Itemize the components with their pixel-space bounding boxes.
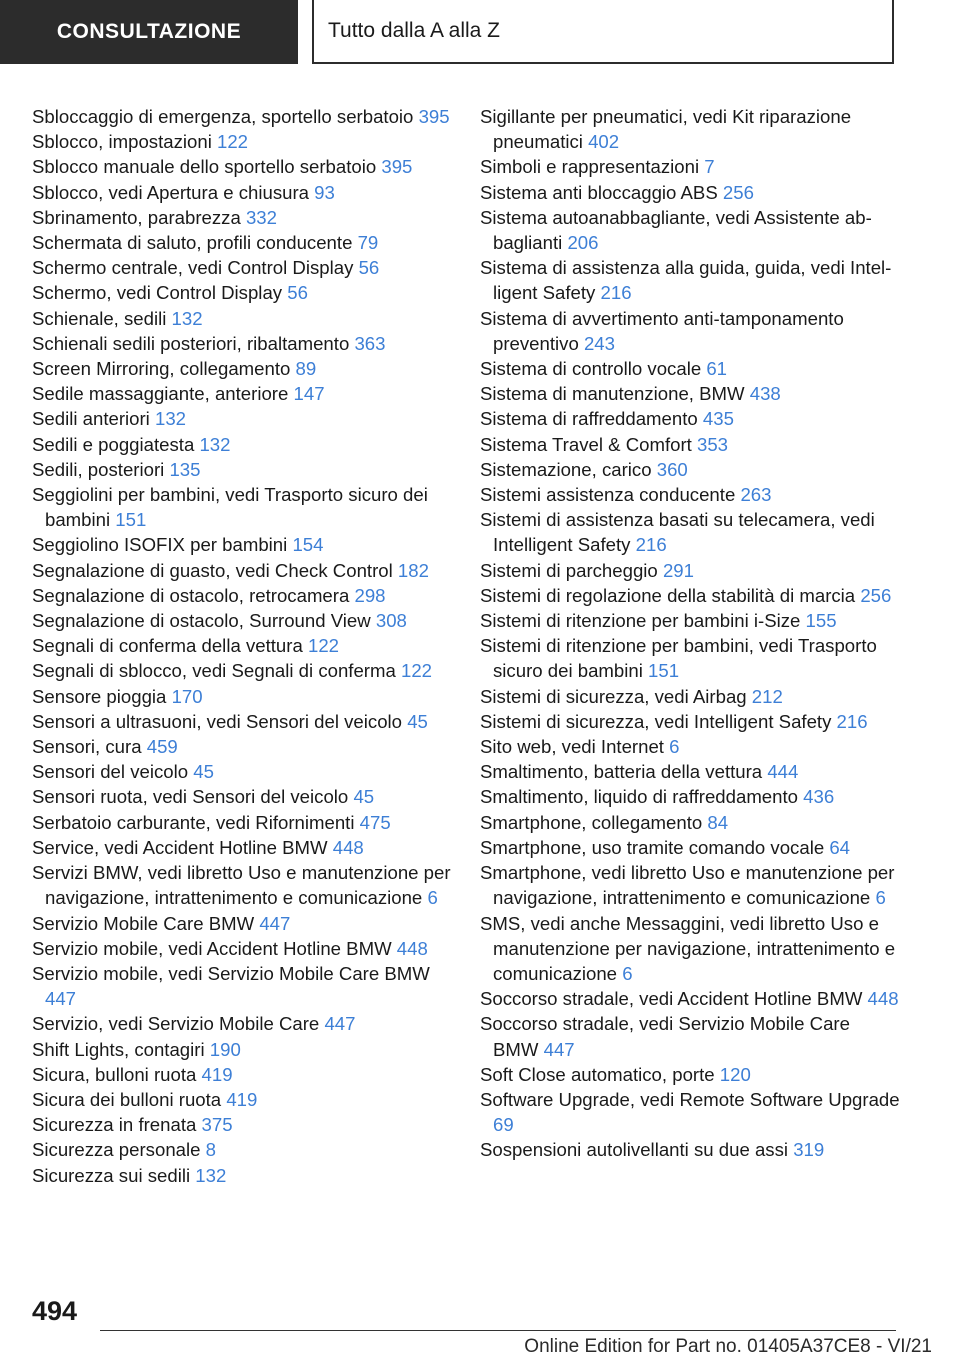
index-entry-text: Sigillante per pneumatici, vedi Kit riparazione pneumatici <box>480 106 852 153</box>
index-entry-page-link[interactable]: 216 <box>836 710 868 732</box>
index-entry-text: Sedili, posteriori <box>32 458 165 480</box>
index-entry-page-link[interactable]: 170 <box>171 685 203 707</box>
index-entry-text: Simboli e rappresentazioni <box>480 156 700 178</box>
index-entry-text: Sedili anteriori <box>32 408 150 430</box>
index-entry <box>480 810 900 835</box>
index-entry-page-link[interactable]: 459 <box>146 736 178 758</box>
index-entry-page-link[interactable]: 444 <box>767 761 799 783</box>
index-entry <box>32 129 452 154</box>
index-entry-text: Sistema di controllo vocale <box>480 358 702 380</box>
index-entry-page-link[interactable]: 155 <box>805 610 837 632</box>
index-entry-page-link[interactable]: 151 <box>648 660 680 682</box>
index-entry <box>480 759 900 784</box>
index-entry-page-link[interactable]: 89 <box>295 358 317 380</box>
index-entry-text: Soft Close automatico, porte <box>480 1063 715 1085</box>
index-entry-page-link[interactable]: 375 <box>201 1114 233 1136</box>
index-entry-text: Sensori ruota, vedi Sensori del veicolo <box>32 786 349 808</box>
index-entry <box>32 709 452 734</box>
index-entry <box>480 709 900 734</box>
index-entry <box>480 255 900 305</box>
index-entry-text: Soccorso stradale, vedi Accident Hotline BMW <box>480 988 863 1010</box>
index-entry <box>32 1163 452 1188</box>
index-entry <box>480 684 900 709</box>
index-entry <box>480 205 900 255</box>
index-entry <box>32 306 452 331</box>
index-entry-text: Seggiolino ISOFIX per bambini <box>32 534 288 556</box>
chapter-title: Tutto dalla A alla Z <box>312 0 894 64</box>
index-entry <box>480 432 900 457</box>
index-entry-text: Sito web, vedi Internet <box>480 736 664 758</box>
index-entry <box>480 1087 900 1137</box>
index-entry-page-link[interactable]: 448 <box>867 988 899 1010</box>
index-entry-text: Sistema anti bloccaggio ABS <box>480 181 718 203</box>
index-entry-page-link[interactable]: 6 <box>875 887 886 909</box>
index-entry-text: Sistemi di regolazione della stabilità di marcia <box>480 584 856 606</box>
index-entry-text: Sblocco, impostazioni <box>32 131 212 153</box>
index-entry <box>480 633 900 683</box>
page-number: 494 <box>32 1296 78 1326</box>
index-entry-page-link[interactable]: 84 <box>707 811 729 833</box>
index-entry-text: Sistema Travel & Comfort <box>480 433 692 455</box>
index-entry <box>32 835 452 860</box>
index-entry-page-link[interactable]: 448 <box>332 836 364 858</box>
index-entry <box>32 1137 452 1162</box>
index-entry-page-link[interactable]: 79 <box>357 232 379 254</box>
index-entry-page-link[interactable]: 190 <box>209 1038 241 1060</box>
index-entry <box>480 860 900 910</box>
index-entry-page-link[interactable]: 132 <box>171 307 203 329</box>
index-entry-text: Segnalazione di ostacolo, retrocamera <box>32 584 350 606</box>
index-entry <box>480 104 900 154</box>
index-entry <box>480 608 900 633</box>
index-entry-page-link[interactable]: 132 <box>195 1164 227 1186</box>
index-entry <box>480 986 900 1011</box>
index-entry <box>32 381 452 406</box>
index-entry-text: Smartphone, vedi libretto Uso e manutenzione per navigazione, intrattenimento e comunicazione <box>480 862 895 909</box>
index-entry <box>32 558 452 583</box>
index-entry-page-link[interactable]: 147 <box>293 383 325 405</box>
index-entry-page-link[interactable]: 135 <box>169 458 201 480</box>
index-entry-text: Sistema di manutenzione, BMW <box>480 383 745 405</box>
index-entry <box>32 961 452 1011</box>
index-entry-page-link[interactable]: 64 <box>829 836 851 858</box>
index-entry-page-link[interactable]: 298 <box>354 584 386 606</box>
index-entry-text: Sistema di raffreddamento <box>480 408 698 430</box>
index-entry-text: Smaltimento, liquido di raffreddamento <box>480 786 798 808</box>
index-entry <box>32 457 452 482</box>
index-entry-page-link[interactable]: 419 <box>201 1063 233 1085</box>
index-entry-text: Servizio mobile, vedi Accident Hotline BMW <box>32 937 392 959</box>
index-entry-text: Schienali sedili posteriori, ribaltamento <box>32 332 350 354</box>
index-entry-page-link[interactable]: 69 <box>493 1114 514 1136</box>
index-entry-text: Sistemi di sicurezza, vedi Airbag <box>480 685 747 707</box>
index-entry <box>480 784 900 809</box>
index-entry <box>32 331 452 356</box>
index-entry-text: Sistema di avvertimento anti-tamponamento preventivo <box>480 307 844 354</box>
index-entry-page-link[interactable]: 319 <box>793 1139 825 1161</box>
index-entry-text: Sensori a ultrasuoni, vedi Sensori del veicolo <box>32 710 403 732</box>
index-entry-text: Sicura dei bulloni ruota <box>32 1088 222 1110</box>
index-entry-text: Segnali di conferma della vettura <box>32 635 303 657</box>
index-entry-text: Sensori del veicolo <box>32 761 189 783</box>
index-entry-page-link[interactable]: 206 <box>567 232 599 254</box>
index-entry <box>32 608 452 633</box>
index-entry-page-link[interactable]: 45 <box>407 710 428 732</box>
index-entry-text: Segnalazione di ostacolo, Surround View <box>32 610 371 632</box>
index-entry <box>32 911 452 936</box>
index-entry-page-link[interactable]: 8 <box>205 1139 216 1161</box>
index-entry <box>480 558 900 583</box>
index-entry <box>32 734 452 759</box>
index-entry-page-link[interactable]: 56 <box>358 257 380 279</box>
index-entry-text: Sistemi di ritenzione per bambini, vedi Trasporto sicuro dei bambini <box>480 635 877 682</box>
index-entry <box>480 1062 900 1087</box>
index-entry-text: Sistemi di sicurezza, vedi Intelligent Safety <box>480 710 832 732</box>
index-entry <box>32 255 452 280</box>
index-entry <box>32 1011 452 1036</box>
index-entry-text: Schermo, vedi Control Display <box>32 282 283 304</box>
index-entry-text: Sistema di assistenza alla guida, guida, vedi Intelligent Safety <box>480 257 892 304</box>
index-entry <box>32 1087 452 1112</box>
index-entry-text: Sistemi di assistenza basati su telecamera, vedi Intelligent Safety <box>480 509 875 556</box>
index-entry-text: Schienale, sedili <box>32 307 167 329</box>
index-entry-page-link[interactable]: 61 <box>706 358 728 380</box>
index-entry-text: Sensore pioggia <box>32 685 167 707</box>
index-entry-page-link[interactable]: 395 <box>381 156 413 178</box>
index-entry <box>32 104 452 129</box>
index-entry-text: Smaltimento, batteria della vettura <box>480 761 763 783</box>
index-entry <box>480 356 900 381</box>
index-entry-text: Sedile massaggiante, anteriore <box>32 383 289 405</box>
index-entry-page-link[interactable]: 332 <box>245 206 277 228</box>
index-entry-text: Servizi BMW, vedi libretto Uso e manutenzione per navigazione, intrattenimento e comunicazione <box>32 862 451 909</box>
index-entry-page-link[interactable]: 216 <box>600 282 632 304</box>
index-entry <box>480 583 900 608</box>
index-entry <box>32 230 452 255</box>
index-entry-text: Shift Lights, contagiri <box>32 1038 205 1060</box>
index-entry <box>32 1112 452 1137</box>
index-entry-page-link[interactable]: 6 <box>427 887 438 909</box>
index-entry <box>32 784 452 809</box>
index-entry-text: Segnali di sblocco, vedi Segnali di conferma <box>32 660 396 682</box>
index-entry-text: Smartphone, collegamento <box>480 811 703 833</box>
index-entry <box>32 180 452 205</box>
index-entry-page-link[interactable]: 475 <box>359 811 391 833</box>
index-entry <box>32 583 452 608</box>
index-entry-page-link[interactable]: 360 <box>656 458 688 480</box>
index-entry-text: Schermo centrale, vedi Control Display <box>32 257 354 279</box>
index-entry <box>32 658 452 683</box>
index-entry <box>480 507 900 557</box>
index-entry-page-link[interactable]: 212 <box>751 685 783 707</box>
index-entry-text: Sicurezza in frenata <box>32 1114 197 1136</box>
index-entry-page-link[interactable]: 132 <box>155 408 187 430</box>
section-tab: CONSULTAZIONE <box>0 0 298 64</box>
index-column-right <box>480 104 900 1163</box>
index-entry <box>480 180 900 205</box>
index-entry <box>32 1062 452 1087</box>
index-entry-page-link[interactable]: 263 <box>740 484 772 506</box>
index-entry-text: Sblocco manuale dello sportello serbatoio <box>32 156 377 178</box>
index-entry-text: Service, vedi Accident Hotline BMW <box>32 836 328 858</box>
index-entry <box>480 306 900 356</box>
index-entry <box>32 280 452 305</box>
index-entry <box>480 406 900 431</box>
index-entry-page-link[interactable]: 363 <box>354 332 386 354</box>
index-entry <box>32 432 452 457</box>
index-entry-text: Sedili e poggiatesta <box>32 433 195 455</box>
index-entry-text: Servizio, vedi Servizio Mobile Care <box>32 1013 320 1035</box>
index-entry-text: Sbrinamento, parabrezza <box>32 206 241 228</box>
index-entry <box>480 1011 900 1061</box>
index-entry-page-link[interactable]: 216 <box>635 534 667 556</box>
index-entry-page-link[interactable]: 395 <box>418 106 450 127</box>
index-entry-page-link[interactable]: 436 <box>803 786 835 808</box>
index-entry <box>32 205 452 230</box>
index-entry-text: Sistemi assistenza conducente <box>480 484 736 506</box>
index-entry-text: SMS, vedi anche Messaggini, vedi libretto Uso e manutenzione per navigazione, intrattenimento e comunicazione <box>480 912 896 984</box>
index-entry-text: Servizio mobile, vedi Servizio Mobile Care BMW <box>32 962 430 984</box>
index-entry-page-link[interactable]: 447 <box>259 912 291 934</box>
index-entry-page-link[interactable]: 45 <box>193 761 214 783</box>
index-entry <box>480 1137 900 1162</box>
index-entry-page-link[interactable]: 122 <box>217 131 249 153</box>
index-entry <box>480 734 900 759</box>
index-entry-page-link[interactable]: 308 <box>375 610 407 632</box>
index-entry-text: Sistemazione, carico <box>480 458 652 480</box>
index-entry-text: Sbloccaggio di emergenza, sportello serbatoio <box>32 106 414 127</box>
index-entry-text: Sblocco, vedi Apertura e chiusura <box>32 181 309 203</box>
index-entry <box>480 154 900 179</box>
index-entry <box>32 482 452 532</box>
index-entry <box>480 482 900 507</box>
index-entry <box>32 684 452 709</box>
index-entry-text: Sicura, bulloni ruota <box>32 1063 197 1085</box>
index-entry-page-link[interactable]: 122 <box>307 635 340 657</box>
index-entry-text: Screen Mirroring, collegamento <box>32 358 291 380</box>
index-entry-page-link[interactable]: 438 <box>749 383 781 405</box>
index-entry <box>32 860 452 910</box>
index-entry-text: Seggiolini per bambini, vedi Trasporto sicuro dei bambini <box>32 484 428 531</box>
index-entry-page-link[interactable]: 154 <box>292 534 324 556</box>
index-entry-page-link[interactable]: 256 <box>860 584 892 606</box>
index-entry-page-link[interactable]: 448 <box>396 937 428 959</box>
index-entry-text: Schermata di saluto, profili conducente <box>32 232 353 254</box>
index-entry <box>32 406 452 431</box>
footer-edition: Online Edition for Part no. 01405A37CE8 - VI/21 <box>524 1336 932 1357</box>
index-entry-page-link[interactable]: 6 <box>669 736 680 758</box>
index-entry <box>32 1037 452 1062</box>
index-entry-text: Servizio Mobile Care BMW <box>32 912 255 934</box>
index-entry-page-link[interactable]: 447 <box>324 1013 356 1035</box>
index-entry <box>32 936 452 961</box>
index-entry-page-link[interactable]: 132 <box>199 433 231 455</box>
index-entry-page-link[interactable]: 419 <box>226 1088 258 1110</box>
index-entry-page-link[interactable]: 93 <box>314 181 335 203</box>
index-entry-page-link[interactable]: 56 <box>287 282 308 304</box>
index-entry-page-link[interactable]: 7 <box>704 156 715 178</box>
index-entry <box>32 810 452 835</box>
index-entry-page-link[interactable]: 182 <box>397 559 429 581</box>
index-entry-page-link[interactable]: 45 <box>353 786 375 808</box>
index-entry <box>480 457 900 482</box>
index-entry-page-link[interactable]: 243 <box>583 332 615 354</box>
index-entry-page-link[interactable]: 353 <box>697 433 729 455</box>
index-entry <box>480 911 900 987</box>
index-entry-page-link[interactable]: 151 <box>115 509 147 531</box>
index-entry-text: Smartphone, uso tramite comando vocale <box>480 836 825 858</box>
index-entry-page-link[interactable]: 6 <box>622 962 633 984</box>
index-column-left <box>32 104 452 1188</box>
index-entry <box>32 633 452 658</box>
index-entry <box>480 835 900 860</box>
index-entry-page-link[interactable]: 120 <box>719 1063 751 1085</box>
index-entry-text: Sistemi di parcheggio <box>480 559 658 581</box>
index-entry-text: Sistemi di ritenzione per bambini i-Size <box>480 610 801 632</box>
index-entry-text: Sospensioni autolivellanti su due assi <box>480 1139 789 1161</box>
index-entry <box>32 356 452 381</box>
index-entry <box>32 759 452 784</box>
index-entry <box>480 381 900 406</box>
index-entry-page-link[interactable]: 447 <box>45 988 77 1010</box>
index-entry-text: Sensori, cura <box>32 736 142 758</box>
footer-rule <box>100 1330 896 1331</box>
index-entry-text: Sicurezza personale <box>32 1139 201 1161</box>
index-entry <box>32 532 452 557</box>
index-entry-text: Soccorso stradale, vedi Servizio Mobile Care BMW <box>480 1013 850 1060</box>
index-entry-text: Software Upgrade, vedi Remote Software Upgrade <box>480 1088 900 1110</box>
index-entry-text: Sistema autoanabbagliante, vedi Assistente abbaglianti <box>480 206 872 254</box>
index-entry-page-link[interactable]: 291 <box>662 559 694 581</box>
index-entry-page-link[interactable]: 256 <box>722 181 754 203</box>
index-entry-text: Sicurezza sui sedili <box>32 1164 191 1186</box>
index-entry-page-link[interactable]: 447 <box>543 1038 575 1060</box>
index-entry-text: Serbatoio carburante, vedi Rifornimenti <box>32 811 355 833</box>
index-entry-page-link[interactable]: 122 <box>401 660 433 682</box>
index-entry-page-link[interactable]: 435 <box>702 408 734 430</box>
index-entry <box>32 154 452 179</box>
index-entry-text: Segnalazione di guasto, vedi Check Control <box>32 559 393 581</box>
index-entry-page-link[interactable]: 402 <box>588 131 620 153</box>
